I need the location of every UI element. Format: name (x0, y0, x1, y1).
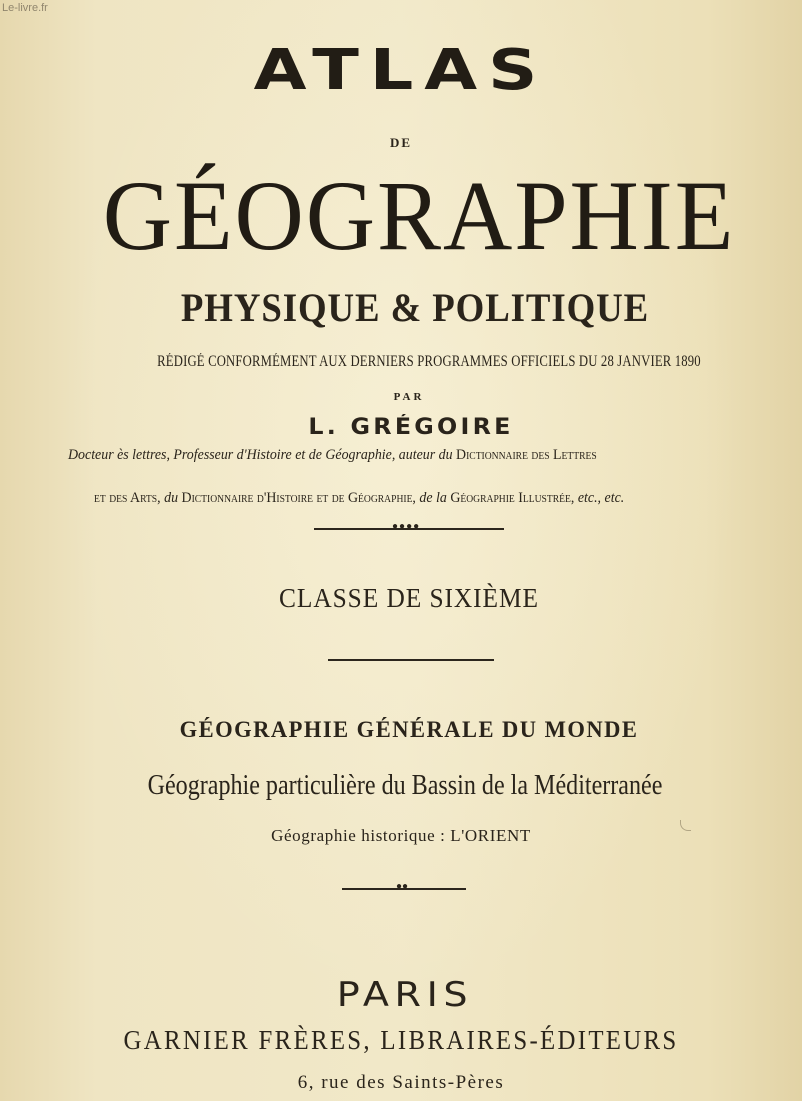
contents-generale: GÉOGRAPHIE GÉNÉRALE DU MONDE (179, 717, 639, 742)
classe-label: CLASSE DE SIXIÈME (279, 583, 539, 613)
ornament-dots-bottom: ●● (396, 881, 409, 892)
credentials-text: de la (415, 490, 451, 506)
contents-particuliere: Géographie particulière du Bassin de la Méditerranée (147, 770, 663, 801)
author-credentials-line-2 (94, 490, 747, 507)
imprint-city: PARIS (336, 975, 474, 1015)
title-geographie: GÉOGRAPHIE (102, 160, 736, 271)
credentials-work: et des Arts, (94, 490, 161, 506)
author-credentials-line-1 (68, 447, 740, 464)
title-atlas: ATLAS (253, 38, 549, 103)
imprint-address: 6, rue des Saints-Pères (297, 1072, 505, 1093)
credentials-text: du (160, 490, 182, 506)
title-subtitle: PHYSIQUE & POLITIQUE (180, 285, 650, 330)
title-de: DE (389, 135, 413, 150)
credentials-work: Dictionnaire d'Histoire et de Géographie, (181, 490, 416, 506)
contents-historique: Géographie historique : L'ORIENT (271, 826, 531, 845)
imprint-publisher: GARNIER FRÈRES, LIBRAIRES-ÉDITEURS (123, 1025, 679, 1055)
credentials-text: etc., etc. (574, 490, 625, 506)
ornament-dots-top: ●●●● (392, 521, 421, 532)
par-label: PAR (393, 391, 425, 403)
credentials-work: Dictionnaire des Lettres (456, 447, 597, 463)
redige-line: RÉDIGÉ CONFORMÉMENT AUX DERNIERS PROGRAMMES OFFICIELS DU 28 JANVIER 1890 (157, 353, 701, 370)
watermark: Le-livre.fr (2, 2, 48, 14)
author-name: L. GRÉGOIRE (308, 415, 514, 440)
credentials-work: Géographie Illustrée, (450, 490, 575, 506)
credentials-text: Docteur ès lettres, Professeur d'Histoire et de Géographie, auteur du (68, 447, 457, 463)
divider-rule (328, 659, 494, 661)
